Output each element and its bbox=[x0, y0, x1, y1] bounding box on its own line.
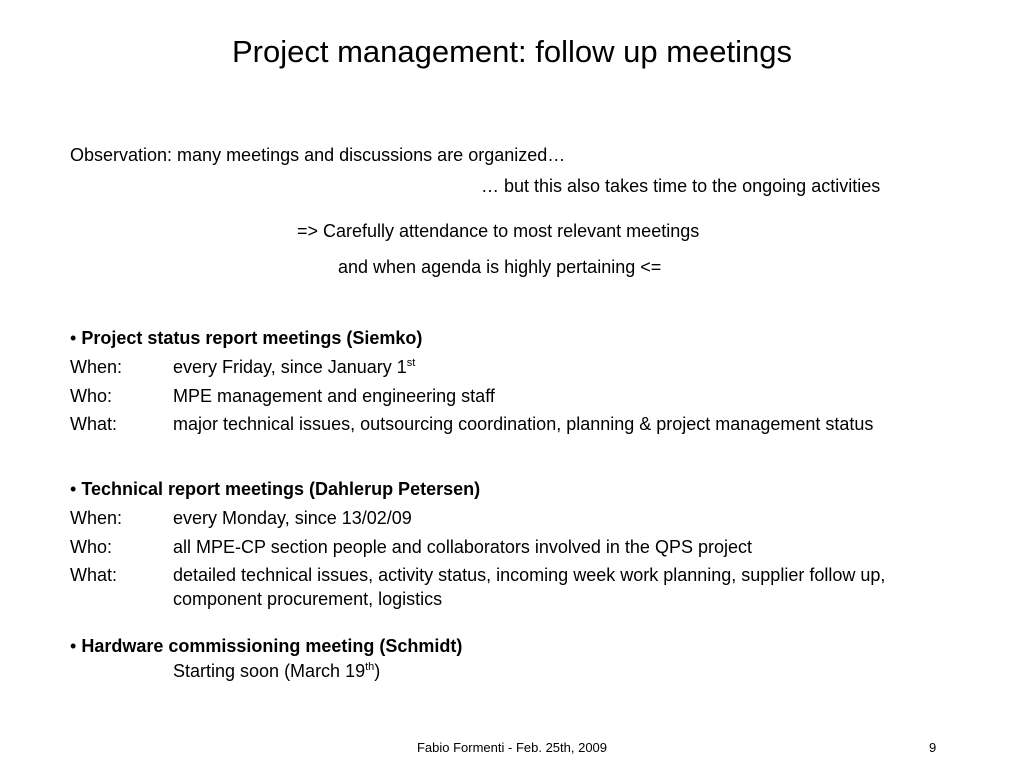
what-label: What: bbox=[70, 565, 118, 585]
heading-text: Hardware commissioning meeting (Schmidt) bbox=[81, 636, 463, 656]
bullet: • bbox=[70, 479, 77, 499]
when-label: When: bbox=[70, 508, 123, 528]
section-heading-technical-report bbox=[70, 476, 480, 502]
slide-title: Project management: follow up meetings bbox=[231, 34, 792, 69]
observation-continuation: … but this also takes time to the ongoing activities bbox=[481, 176, 881, 196]
section-heading-hardware-commissioning bbox=[70, 633, 462, 659]
heading-text: Technical report meetings (Dahlerup Petersen) bbox=[81, 479, 481, 499]
observation-text: Observation: many meetings and discussions are organized… bbox=[70, 145, 566, 165]
conclusion-line-2: and when agenda is highly pertaining <= bbox=[338, 257, 662, 277]
section-heading-status-report bbox=[70, 325, 422, 351]
who-label: Who: bbox=[70, 537, 113, 557]
who-value: all MPE-CP section people and collaborators involved in the QPS project bbox=[173, 537, 752, 557]
who-value: MPE management and engineering staff bbox=[173, 386, 495, 406]
what-value-line-2: component procurement, logistics bbox=[173, 589, 443, 609]
what-value-line-1: detailed technical issues, activity status, incoming week work planning, supplier follow up, bbox=[173, 565, 886, 585]
who-label: Who: bbox=[70, 386, 113, 406]
detail-text: Starting soon (March 19 bbox=[173, 661, 366, 681]
bullet: • bbox=[70, 328, 77, 348]
page-number: 9 bbox=[929, 740, 937, 755]
when-text: every Friday, since January 1 bbox=[173, 357, 407, 377]
footer-text: Fabio Formenti - Feb. 25th, 2009 bbox=[416, 740, 608, 755]
when-value bbox=[173, 354, 415, 380]
bullet: • bbox=[70, 636, 77, 656]
conclusion-line-1: => Carefully attendance to most relevant meetings bbox=[297, 221, 700, 241]
when-label: When: bbox=[70, 357, 123, 377]
detail-superscript: th bbox=[365, 661, 375, 673]
when-value: every Monday, since 13/02/09 bbox=[173, 508, 412, 528]
what-label: What: bbox=[70, 414, 118, 434]
when-superscript: st bbox=[406, 357, 416, 369]
detail-end: ) bbox=[374, 661, 381, 681]
heading-text: Project status report meetings (Siemko) bbox=[81, 328, 423, 348]
hardware-detail bbox=[173, 658, 380, 684]
what-value: major technical issues, outsourcing coordination, planning & project management status bbox=[173, 414, 874, 434]
